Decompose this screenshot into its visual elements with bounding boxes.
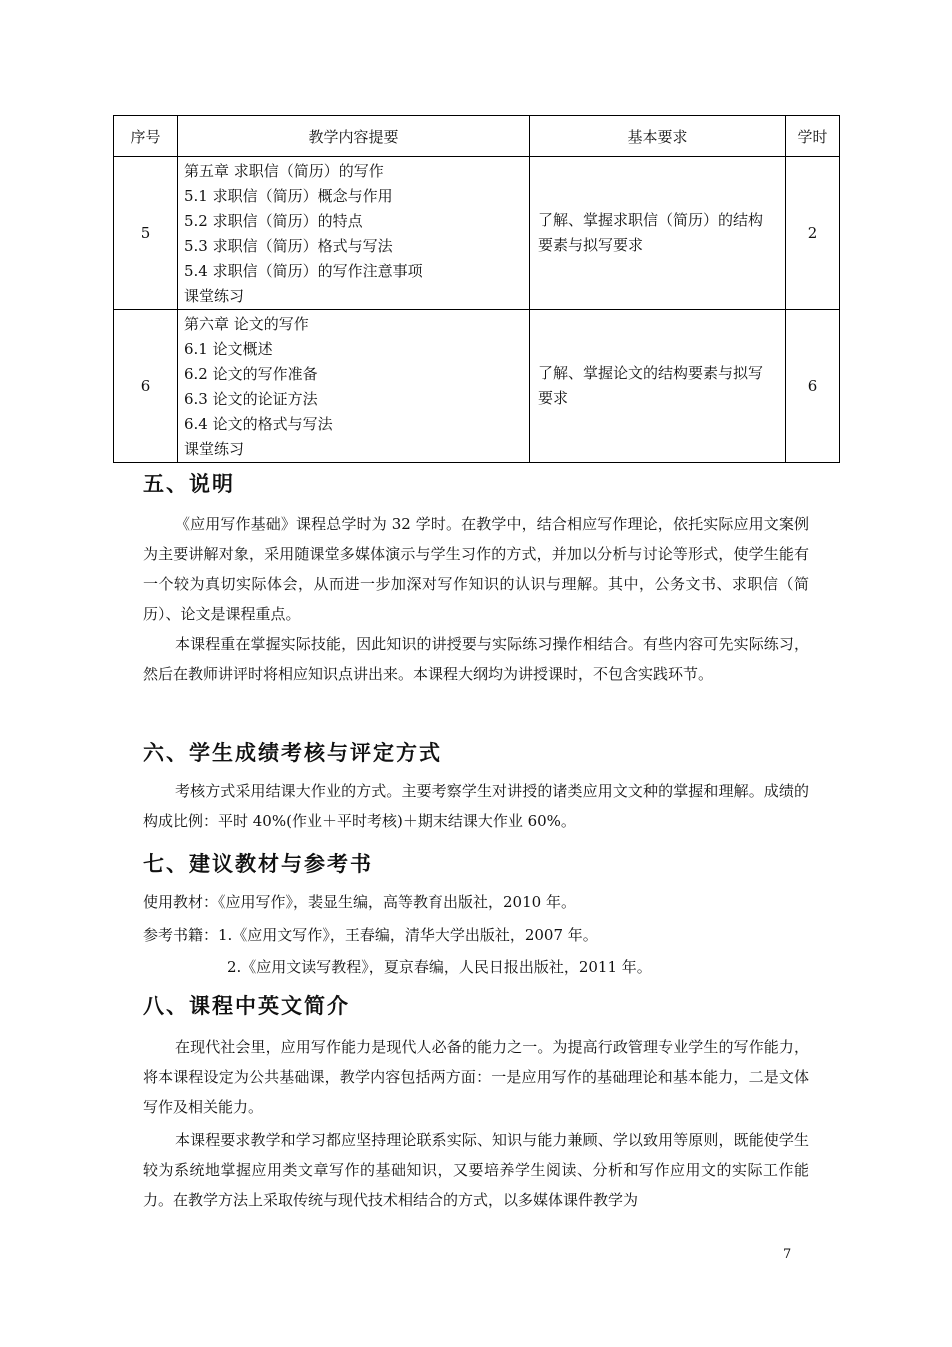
textbook-line: 使用教材：《应用写作》，裴显生编，高等教育出版社，2010 年。 xyxy=(143,893,576,911)
header-number: 序号 xyxy=(114,116,178,157)
header-requirement: 基本要求 xyxy=(530,116,786,157)
row-hours: 6 xyxy=(786,310,840,463)
content-line: 6.4 论文的格式与写法 xyxy=(184,415,333,433)
section-heading-textbooks: 七、建议教材与参考书 xyxy=(143,851,373,876)
content-line: 第五章 求职信（简历）的写作 xyxy=(184,162,384,180)
row-number: 6 xyxy=(114,310,178,463)
reference-line: 参考书籍：1.《应用文写作》，王春编，清华大学出版社，2007 年。 xyxy=(143,926,598,944)
content-line: 6.2 论文的写作准备 xyxy=(184,365,318,383)
table-header-row xyxy=(114,116,840,157)
syllabus-table xyxy=(113,115,840,463)
header-content: 教学内容提要 xyxy=(178,116,530,157)
introduction-paragraph: 本课程要求教学和学习都应坚持理论联系实际、知识与能力兼顾、学以致用等原则，既能使学生较为系统地掌握应用类文章写作的基础知识，又要培养学生阅读、分析和写作应用文的实际工作能力。在教学方法上采取传统与现代技术相结合的方式，以多媒体课件教学为 xyxy=(143,1131,809,1209)
row-content xyxy=(178,310,530,463)
content-line: 第六章 论文的写作 xyxy=(184,315,309,333)
table-row xyxy=(114,157,840,310)
section-heading-introduction: 八、课程中英文简介 xyxy=(143,993,350,1018)
introduction-paragraph: 在现代社会里，应用写作能力是现代人必备的能力之一。为提高行政管理专业学生的写作能力，将本课程设定为公共基础课，教学内容包括两方面：一是应用写作的基础理论和基本能力，二是文体写作及相关能力。 xyxy=(143,1038,809,1116)
page-number: 7 xyxy=(783,1247,792,1262)
content-line: 5.1 求职信（简历）概念与作用 xyxy=(184,187,393,205)
content-line: 6.3 论文的论证方法 xyxy=(184,390,318,408)
table-row xyxy=(114,310,840,463)
row-content xyxy=(178,157,530,310)
row-number: 5 xyxy=(114,157,178,310)
header-hours: 学时 xyxy=(786,116,840,157)
section-heading-assessment: 六、学生成绩考核与评定方式 xyxy=(143,740,442,765)
row-requirement: 了解、掌握论文的结构要素与拟写要求 xyxy=(530,310,786,463)
content-line: 课堂练习 xyxy=(184,287,245,305)
reference-line: 2.《应用文读写教程》，夏京春编，人民日报出版社，2011 年。 xyxy=(227,958,652,976)
content-line: 5.4 求职信（简历）的写作注意事项 xyxy=(184,262,423,280)
row-requirement: 了解、掌握求职信（简历）的结构要素与拟写要求 xyxy=(530,157,786,310)
content-line: 6.1 论文概述 xyxy=(184,340,273,358)
content-line: 课堂练习 xyxy=(184,440,245,458)
explanation-paragraph: 《应用写作基础》课程总学时为 32 学时。在教学中，结合相应写作理论，依托实际应用文案例为主要讲解对象，采用随课堂多媒体演示与学生习作的方式，并加以分析与讨论等形式，使学生能有一个较为真切实际体会，从而进一步加深对写作知识的认识与理解。其中，公务文书、求职信（简历）、论文是课程重点。 xyxy=(143,515,809,623)
row-hours: 2 xyxy=(786,157,840,310)
assessment-paragraph: 考核方式采用结课大作业的方式。主要考察学生对讲授的诸类应用文文种的掌握和理解。成绩的构成比例：平时 40%(作业＋平时考核)＋期末结课大作业 60%。 xyxy=(143,782,809,830)
content-line: 5.3 求职信（简历）格式与写法 xyxy=(184,237,393,255)
content-line: 5.2 求职信（简历）的特点 xyxy=(184,212,363,230)
section-heading-explanation: 五、说明 xyxy=(143,471,235,496)
explanation-paragraph: 本课程重在掌握实际技能，因此知识的讲授要与实际练习操作相结合。有些内容可先实际练习，然后在教师讲评时将相应知识点讲出来。本课程大纲均为讲授课时，不包含实践环节。 xyxy=(143,635,809,683)
